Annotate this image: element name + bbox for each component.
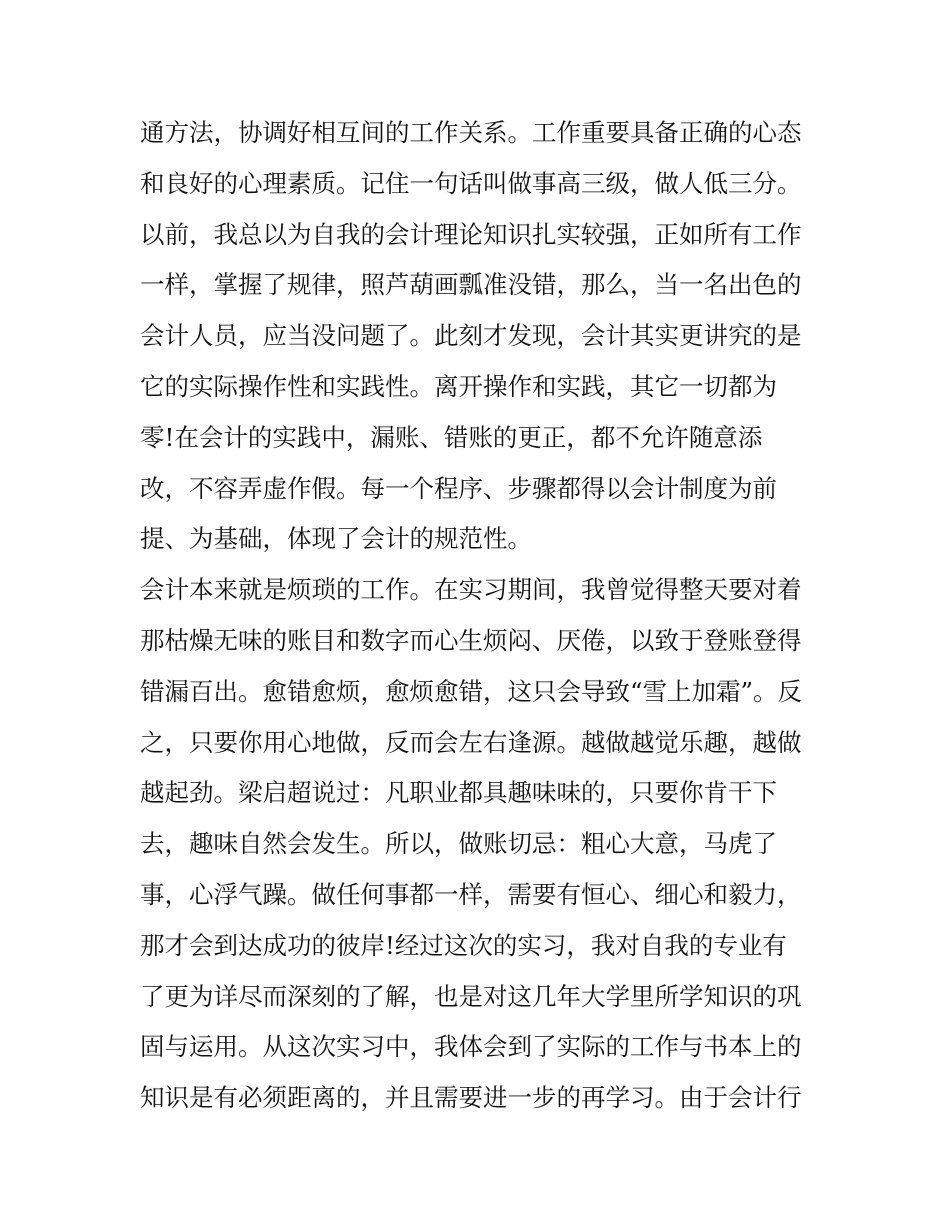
text-line: 了更为详尽而深刻的了解，也是对这几年大学里所学知识的巩 (140, 981, 802, 1011)
text-line: 零!在会计的实践中，漏账、错账的更正，都不允许随意添 (140, 422, 763, 452)
text-line: 知识是有必须距离的，并且需要进一步的再学习。由于会计行 (140, 1083, 802, 1113)
text-line: 和良好的心理素质。记住一句话叫做事高三级，做人低三分。 (140, 168, 802, 198)
text-line: 之，只要你用心地做，反而会左右逢源。越做越觉乐趣，越做 (140, 727, 802, 757)
text-line: 以前，我总以为自我的会计理论知识扎实较强，正如所有工作 (140, 219, 802, 249)
text-line: 通方法，协调好相互间的工作关系。工作重要具备正确的心态 (140, 118, 802, 147)
text-line: 会计本来就是烦琐的工作。在实习期间，我曾觉得整天要对着 (140, 575, 802, 605)
text-line: 错漏百出。愈错愈烦，愈烦愈错，这只会导致“雪上加霜”。反 (140, 676, 803, 706)
text-line: 会计人员，应当没问题了。此刻才发现，会计其实更讲究的是 (140, 321, 802, 351)
text-line: 一样，掌握了规律，照芦葫画瓢准没错，那么，当一名出色的 (140, 270, 802, 300)
text-line: 固与运用。从这次实习中，我体会到了实际的工作与书本上的 (140, 1032, 802, 1062)
text-line: 改，不容弄虚作假。每一个程序、步骤都得以会计制度为前 (140, 473, 777, 503)
text-line: 去，趣味自然会发生。所以，做账切忌：粗心大意，马虎了 (140, 829, 777, 859)
text-line: 越起劲。梁启超说过：凡职业都具趣味味的，只要你肯干下 (140, 778, 777, 808)
text-line: 事，心浮气躁。做任何事都一样，需要有恒心、细心和毅力， (140, 879, 802, 909)
text-line: 它的实际操作性和实践性。离开操作和实践，其它一切都为 (140, 371, 777, 401)
text-line: 那枯燥无味的账目和数字而心生烦闷、厌倦，以致于登账登得 (140, 625, 802, 655)
text-line: 那才会到达成功的彼岸!经过这次的实习，我对自我的专业有 (140, 930, 787, 960)
text-line: 提、为基础，体现了会计的规范性。 (140, 524, 532, 554)
body-text (140, 108, 830, 1124)
